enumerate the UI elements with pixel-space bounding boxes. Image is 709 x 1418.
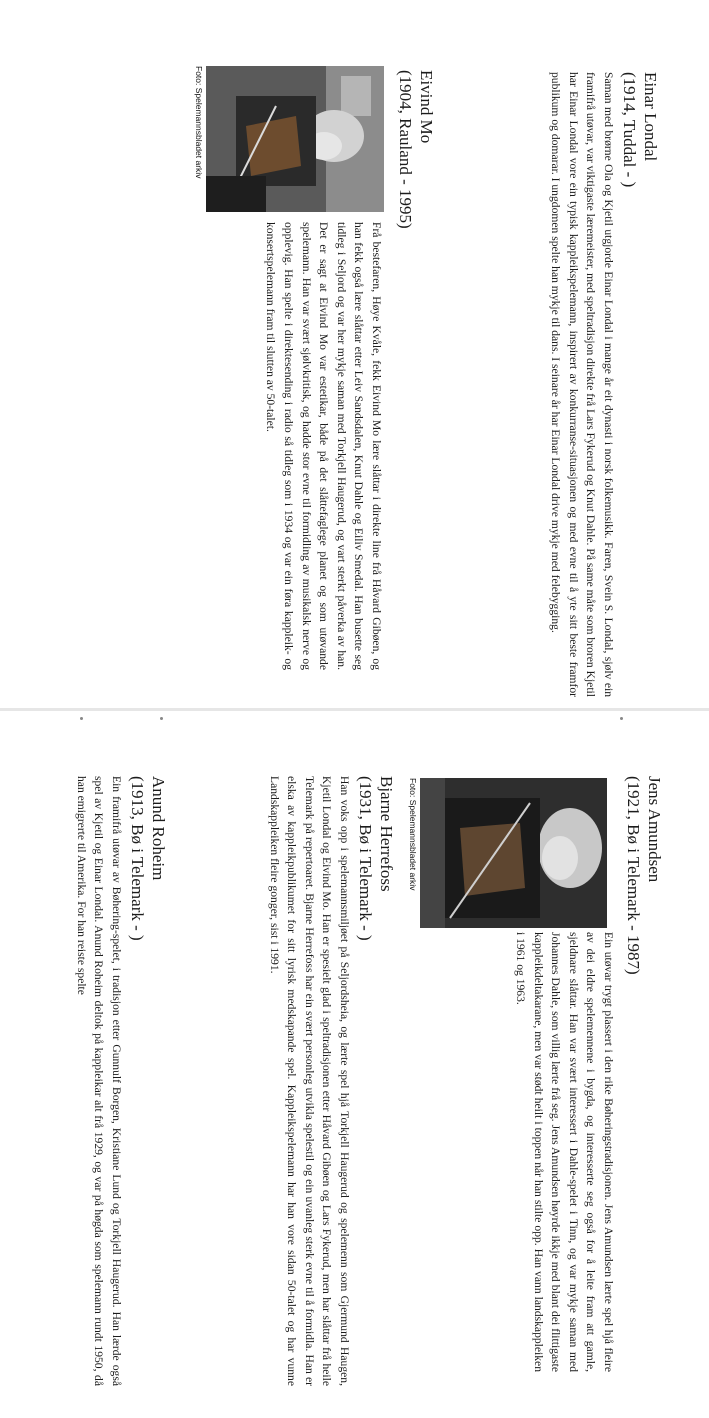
article-title: Eivind Mo xyxy=(417,70,436,144)
article-years: (1921, Bø i Telemark - 1987) xyxy=(624,776,643,975)
crease-mark xyxy=(620,717,623,720)
photo-credit: Foto: Spelemannsbladet arkiv xyxy=(408,778,418,891)
article-bjarne-herrefoss-body xyxy=(265,776,353,1386)
article-bjarne-herrefoss-heading xyxy=(353,776,396,996)
portrait-photo-eivind-mo xyxy=(206,66,384,212)
article-eivind-mo-heading xyxy=(393,70,436,250)
article-einar-londal xyxy=(547,72,660,697)
article-eivind-mo-body xyxy=(262,222,385,670)
article-anund-roheim xyxy=(72,776,168,1386)
article-body: Ein utøvar trygt plassert i den rike Bøheringstradisjonen. Jens Amundsen lærte spel hjå fleire av dei eldre spelemennene i bygda, og interesserte seg også for å leite fram att gamle, sjeldnare slåttar. Han var svært interessert i Dahle-spelet i Tinn, og var mykje saman med Johannes Dahle, som villig lærte frå seg. Jens Amundsen høyrde ikkje med blant dei flittigaste kappleikdeltakarane, men var stødt heilt i toppen når han stilte opp. Han vann landskappleiken i 1961 og 1963. xyxy=(514,932,615,1372)
article-title: Anund Roheim xyxy=(149,776,168,881)
article-title: Einar Londal xyxy=(641,72,660,162)
article-body: Saman med brørne Ola og Kjetil utgjorde Einar Londal i mange år eit dynasti i norsk folkemusikk. Faren, Svein S. Londal, sjølv ein framifrå utøvar, var viktigaste læremeister, med speltradisjon direkte frå Lars Fykerud og Knut Dahle. På same måte som broren Kjetil har Einar Londal vore ein typisk kappleikspelemann, inspirert av konkurranse-situasjonen og med evne til å yte sitt beste framfor publikum og domarar. I ungdomen spelte han mykje til dans. I seinare år har Einar Londal drive mykje med felebygging. xyxy=(549,72,615,697)
portrait-photo-jens-amundsen xyxy=(420,778,607,928)
article-body: Han voks opp i spelemannsmiljøet på Seljordsheia, og lærte spel hjå Torkjell Haugerud og spelemenn som Gjermund Haugen, Kjetil Londal og Eivind Mo. Han er spesielt glad i speltradisjonen etter Håvard Gibøen og Lars Fykerud, men har slåttar frå heile Telemark på repertoaret. Bjarne Herrefoss har ein svært personleg utvikla spelestil og ein uvanleg sterk evne til å formidla. Han er elska av kappleikpublikumet for sitt lyrisk medskapande spel. Kappleikspelemann har han vore sidan 50-talet og har vunne Landskappleiken fleire gonger, sist i 1991. xyxy=(267,776,351,1386)
article-body: Frå bestefaren, Høye Kvåle, fekk Eivind Mo lære slåttar i direkte line frå Håvard Gibøen, og han fekk også lære slåttar etter Leiv Sandsdalen, Knut Dahle og Eiliv Smedal. Han busette seg tidleg i Seljord og var her mykje saman med Torkjell Haugerud, og vart sterkt påverka av han. Det er sagt at Eivind Mo var estetikar, både på det slåttefaglege planet og som utøvande spelemann. Han var svært sjølvkritisk, og hadde stor evne til formidling av musikalsk nerve og opplevig. Han spelte i direktesending i radio så tidleg som i 1934 og var ein føra kappleik- og konsertspelemann fram til slutten av 50-talet. xyxy=(264,222,383,670)
article-title: Bjarne Herrefoss xyxy=(377,776,396,892)
photo-credit: Foto: Spelemannsbladet arkiv xyxy=(194,66,204,179)
article-title: Jens Amundsen xyxy=(645,776,664,883)
article-jens-amundsen-body xyxy=(511,932,617,1372)
page-fold xyxy=(0,708,709,711)
article-years: (1914, Tuddal - ) xyxy=(620,72,639,188)
article-jens-amundsen-heading xyxy=(621,776,664,996)
article-years: (1931, Bø i Telemark - ) xyxy=(356,776,375,941)
article-years: (1904, Rauland - 1995) xyxy=(396,70,415,229)
article-years: (1913, Bø i Telemark - ) xyxy=(128,776,147,941)
crease-mark xyxy=(160,717,163,720)
article-body: Ein framifrå utøvar av Bøhering-spelet, i tradisjon etter Gunnulf Borgen, Kristiane Lund og Torkjell Haugerud. Han lærde også spel av Kjetil og Einar Londal. Anund Roheim deltok på kappleikar alt frå 1929, og var på høgda som spelemann rundt 1950, då han emigrerte til Amerika. For han reiste spelte xyxy=(74,776,123,1386)
crease-mark xyxy=(80,717,83,720)
